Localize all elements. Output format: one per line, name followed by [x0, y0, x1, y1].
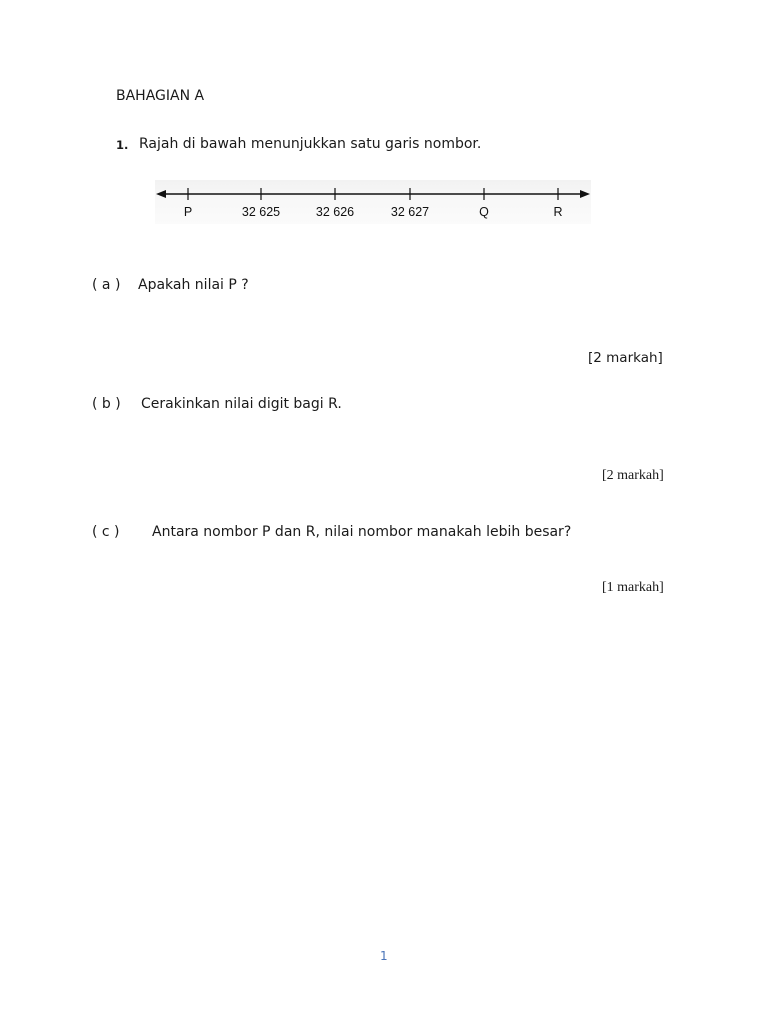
tick-label-q: Q	[479, 205, 489, 219]
part-c-question: Antara nombor P dan R, nilai nombor manakah lebih besar?	[152, 524, 572, 540]
question-text: Rajah di bawah menunjukkan satu garis nombor.	[139, 136, 482, 152]
part-b-question: Cerakinkan nilai digit bagi R.	[141, 396, 342, 412]
question-number: 1.	[116, 138, 129, 152]
right-arrow-icon	[580, 190, 590, 198]
tick-label-32626: 32 626	[315, 205, 355, 219]
number-line-svg	[155, 180, 591, 224]
part-c-label: ( c )	[92, 524, 120, 540]
part-a-label: ( a )	[92, 277, 121, 293]
tick-label-32627: 32 627	[390, 205, 430, 219]
part-b-marks: [2 markah]	[602, 468, 664, 483]
tick-label-32625: 32 625	[241, 205, 281, 219]
section-heading: BAHAGIAN A	[116, 88, 205, 104]
number-line-figure	[155, 180, 591, 224]
part-a-question: Apakah nilai P ?	[138, 277, 249, 293]
part-a-marks: [2 markah]	[588, 350, 663, 366]
part-b-label: ( b )	[92, 396, 121, 412]
tick-label-r: R	[553, 205, 563, 219]
tick-label-p: P	[183, 205, 193, 219]
page-number: 1	[380, 949, 388, 963]
left-arrow-icon	[156, 190, 166, 198]
part-c-marks: [1 markah]	[602, 580, 664, 595]
